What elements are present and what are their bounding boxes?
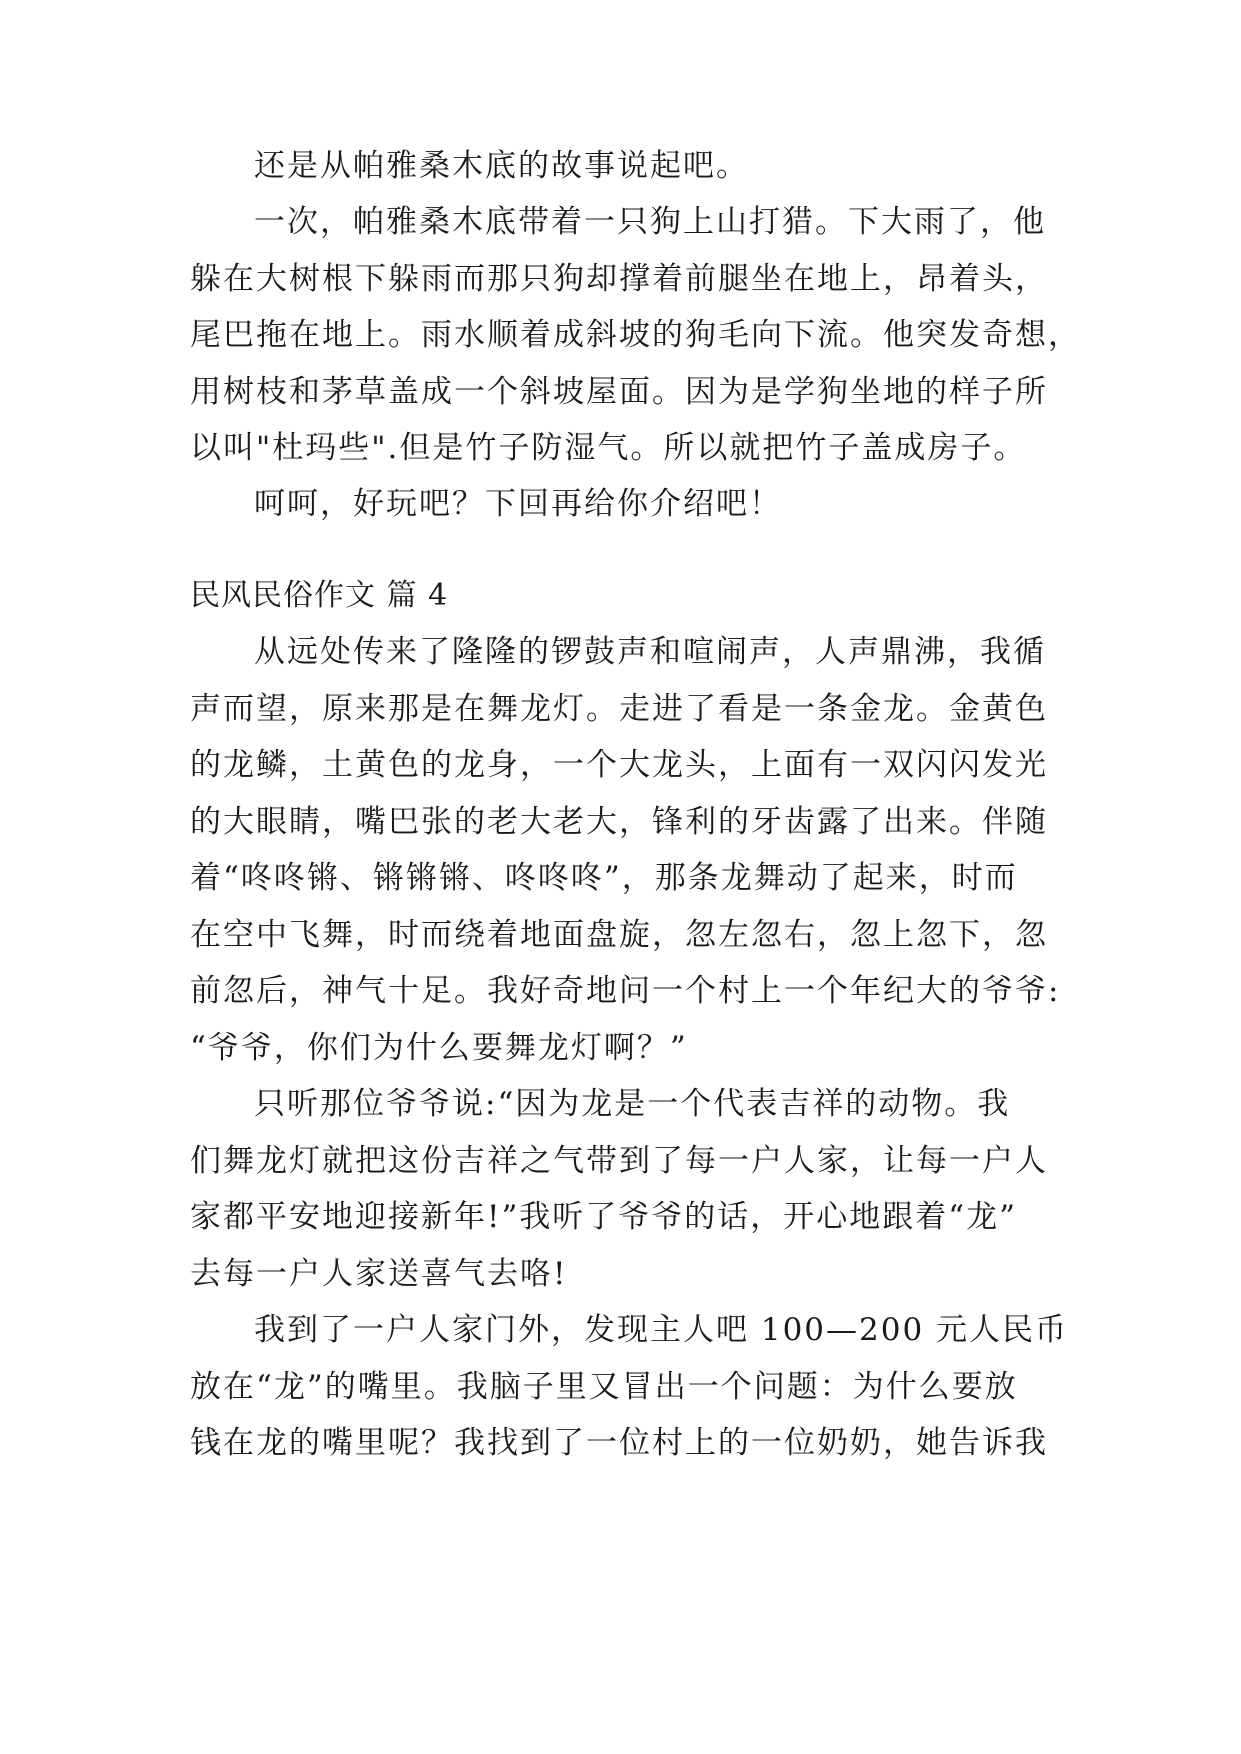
text-line: 还是从帕雅桑木底的故事说起吧。 [254, 148, 749, 184]
text-line: 去每一户人家送喜气去咯! [190, 1255, 568, 1292]
text-line: 家都平安地迎接新年!”我听了爷爷的话，开心地跟着“龙” [190, 1199, 1017, 1235]
paragraph-4-3 [190, 1302, 1070, 1472]
text-line: 尾巴拖在地上。雨水顺着成斜坡的狗毛向下流。他突发奇想， [190, 317, 1081, 353]
paragraph-4-1 [190, 624, 1070, 1076]
paragraph-prev-1 [190, 138, 1070, 195]
text-line: 用树枝和茅草盖成一个斜坡屋面。因为是学狗坐地的样子所 [190, 373, 1048, 410]
text-line: 的大眼睛，嘴巴张的老大老大，锋利的牙齿露了出来。伴随 [190, 803, 1048, 840]
text-line: 在空中飞舞，时而绕着地面盘旋，忽左忽右，忽上忽下，忽 [190, 916, 1048, 953]
text-line: 着“咚咚锵、锵锵锵、咚咚咚”，那条龙舞动了起来，时而 [190, 860, 1018, 896]
text-line: 一次，帕雅桑木底带着一只狗上山打猎。下大雨了，他 [254, 204, 1046, 240]
text-line: 声而望，原来那是在舞龙灯。走进了看是一条金龙。金黄色 [190, 690, 1048, 727]
text-line: 只听那位爷爷说:“因为龙是一个代表吉祥的动物。我 [254, 1086, 1011, 1122]
text-line: 放在“龙”的嘴里。我脑子里又冒出一个问题：为什么要放 [190, 1368, 1018, 1405]
text-line: 以叫"杜玛些".但是竹子防湿气。所以就把竹子盖成房子。 [190, 430, 1027, 466]
text-line: 们舞龙灯就把这份吉祥之气带到了每一户人家，让每一户人 [190, 1142, 1048, 1179]
text-line: “爷爷，你们为什么要舞龙灯啊？” [190, 1029, 688, 1066]
paragraph-prev-2 [190, 194, 1081, 477]
text-line: 前忽后，神气十足。我好奇地问一个村上一个年纪大的爷爷: [190, 973, 1061, 1009]
text-line: 我到了一户人家门外，发现主人吧 100—200 元人民币 [254, 1312, 1069, 1348]
text-line: 躲在大树根下躲雨而那只狗却撑着前腿坐在地上，昂着头， [190, 260, 1048, 297]
text-line: 钱在龙的嘴里呢？我找到了一位村上的一位奶奶，她告诉我 [190, 1425, 1048, 1461]
paragraph-prev-3 [190, 476, 1070, 533]
section-title: 民风民俗作文 篇 4 [190, 578, 449, 613]
text-line: 呵呵，好玩吧？下回再给你介绍吧！ [254, 486, 782, 522]
text-line: 的龙鳞，土黄色的龙身，一个大龙头，上面有一双闪闪发光 [190, 747, 1048, 783]
paragraph-4-2 [190, 1076, 1070, 1302]
text-line: 从远处传来了隆隆的锣鼓声和喧闹声，人声鼎沸，我循 [254, 634, 1046, 670]
section-heading [190, 568, 1070, 624]
